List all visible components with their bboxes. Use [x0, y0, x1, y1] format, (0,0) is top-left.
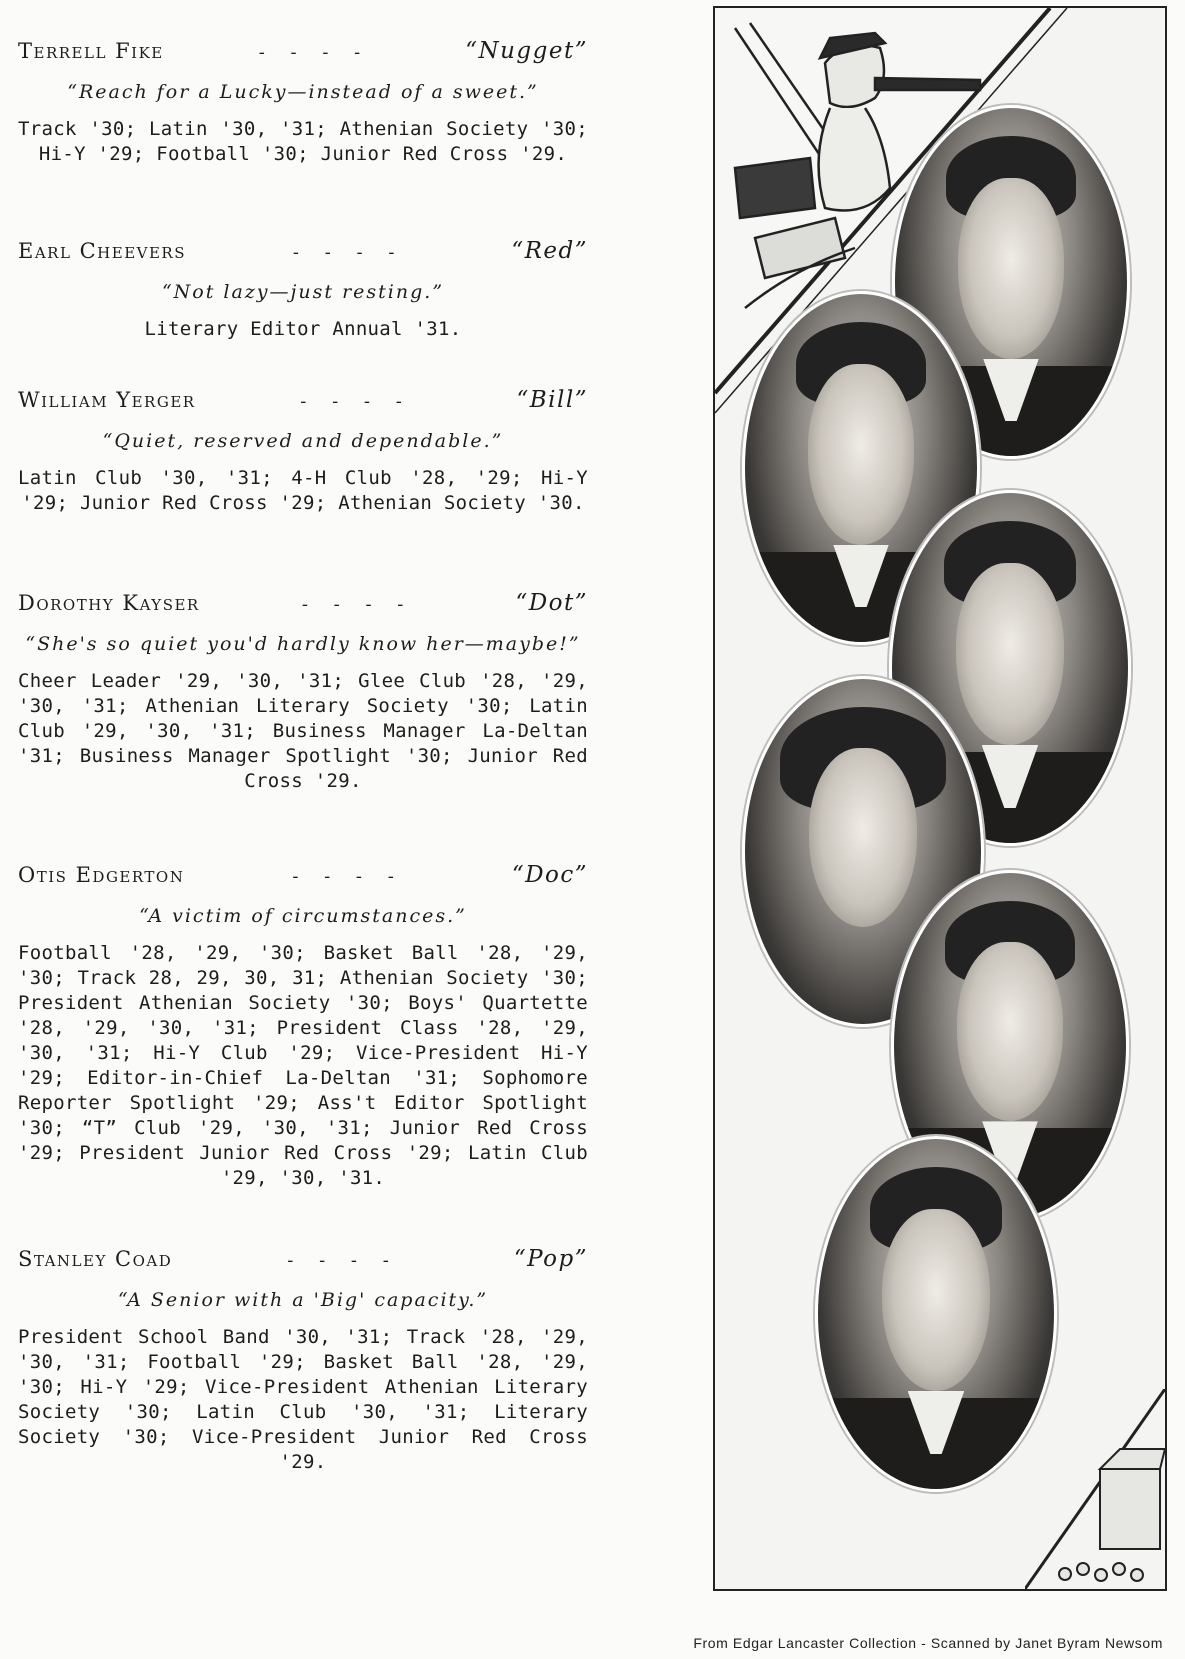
separator-dashes: - - - -: [287, 1250, 399, 1271]
student-name: Dorothy Kayser: [18, 591, 200, 615]
entry-otis-edgerton: [18, 862, 588, 1191]
entry-william-yerger: [18, 387, 588, 516]
student-nickname: “Bill”: [516, 387, 588, 413]
student-motto: “A victim of circumstances.”: [139, 905, 467, 927]
student-name: Otis Edgerton: [18, 863, 185, 887]
separator-dashes: - - - -: [300, 391, 412, 412]
separator-dashes: - - - -: [301, 594, 414, 615]
entry-header: [18, 1246, 588, 1280]
entry-terrell-fike: [18, 38, 588, 167]
student-activities: Latin Club '30, '31; 4-H Club '28, '29; Hi-Y '29; Junior Red Cross '29; Athenian Society '30.: [18, 467, 588, 514]
student-nickname: “Nugget”: [465, 38, 588, 64]
separator-dashes: - - - -: [292, 866, 404, 887]
student-name: Stanley Coad: [18, 1247, 173, 1271]
student-name: William Yerger: [18, 388, 196, 412]
student-motto: “Not lazy—just resting.”: [161, 281, 445, 303]
student-motto: “She's so quiet you'd hardly know her—maybe!”: [25, 633, 581, 655]
student-motto: “Reach for a Lucky—instead of a sweet.”: [67, 81, 539, 103]
portrait-strip: [713, 6, 1167, 1591]
student-activities: Football '28, '29, '30; Basket Ball '28, '29, '30; Track 28, 29, 30, 31; Athenian Society '30; President Athenian Society '30; Boys' Quartette '28, '29, '30, '31; President Class '28, '29, '30, '31; Hi-Y Club '29; Vice-President Hi-Y '29; Editor-in-Chief La-Deltan '31; Sophomore Reporter Spotlight '29; Ass't Editor Spotlight '30; “T” Club '29, '30, '31; Junior Red Cross '29; President Junior Red Cross '29; Latin Club '29, '30, '31.: [18, 942, 588, 1189]
portrait-photo: [815, 1136, 1057, 1492]
student-name: Terrell Fike: [18, 39, 164, 63]
student-nickname: “Red”: [511, 238, 588, 264]
scan-credit: From Edgar Lancaster Collection - Scanned by Janet Byram Newsom: [693, 1635, 1163, 1651]
treasure-chest-illustration: [1025, 1389, 1165, 1589]
separator-dashes: - - - -: [258, 42, 371, 63]
student-nickname: “Dot”: [515, 590, 588, 616]
entry-header: [18, 862, 588, 896]
student-nickname: “Pop”: [513, 1246, 588, 1272]
student-activities: Track '30; Latin '30, '31; Athenian Society '30; Hi-Y '29; Football '30; Junior Red Cross '29.: [18, 118, 588, 165]
student-motto: “A Senior with a 'Big' capacity.”: [117, 1289, 489, 1311]
entry-header: [18, 387, 588, 421]
entry-header: [18, 38, 588, 72]
student-motto: “Quiet, reserved and dependable.”: [102, 430, 504, 452]
student-activities: President School Band '30, '31; Track '28, '29, '30, '31; Football '29; Basket Ball '28, '29, '30; Hi-Y '29; Vice-President Athenian Literary Society '30; Latin Club '30, '31; Literary Society '30; Vice-President Junior Red Cross '29.: [18, 1326, 588, 1473]
student-name: Earl Cheevers: [18, 239, 186, 263]
separator-dashes: - - - -: [292, 242, 405, 263]
entry-dorothy-kayser: [18, 590, 588, 794]
entry-header: [18, 590, 588, 624]
student-activities: Cheer Leader '29, '30, '31; Glee Club '28, '29, '30, '31; Athenian Literary Society '30; Latin Club '29, '30, '31; Business Manager La-Deltan '31; Business Manager Spotlight '30; Junior Red Cross '29.: [18, 670, 588, 792]
student-activities: Literary Editor Annual '31.: [144, 318, 462, 340]
entry-header: [18, 238, 588, 272]
entry-earl-cheevers: [18, 238, 588, 342]
entry-stanley-coad: [18, 1246, 588, 1475]
student-nickname: “Doc”: [511, 862, 588, 888]
